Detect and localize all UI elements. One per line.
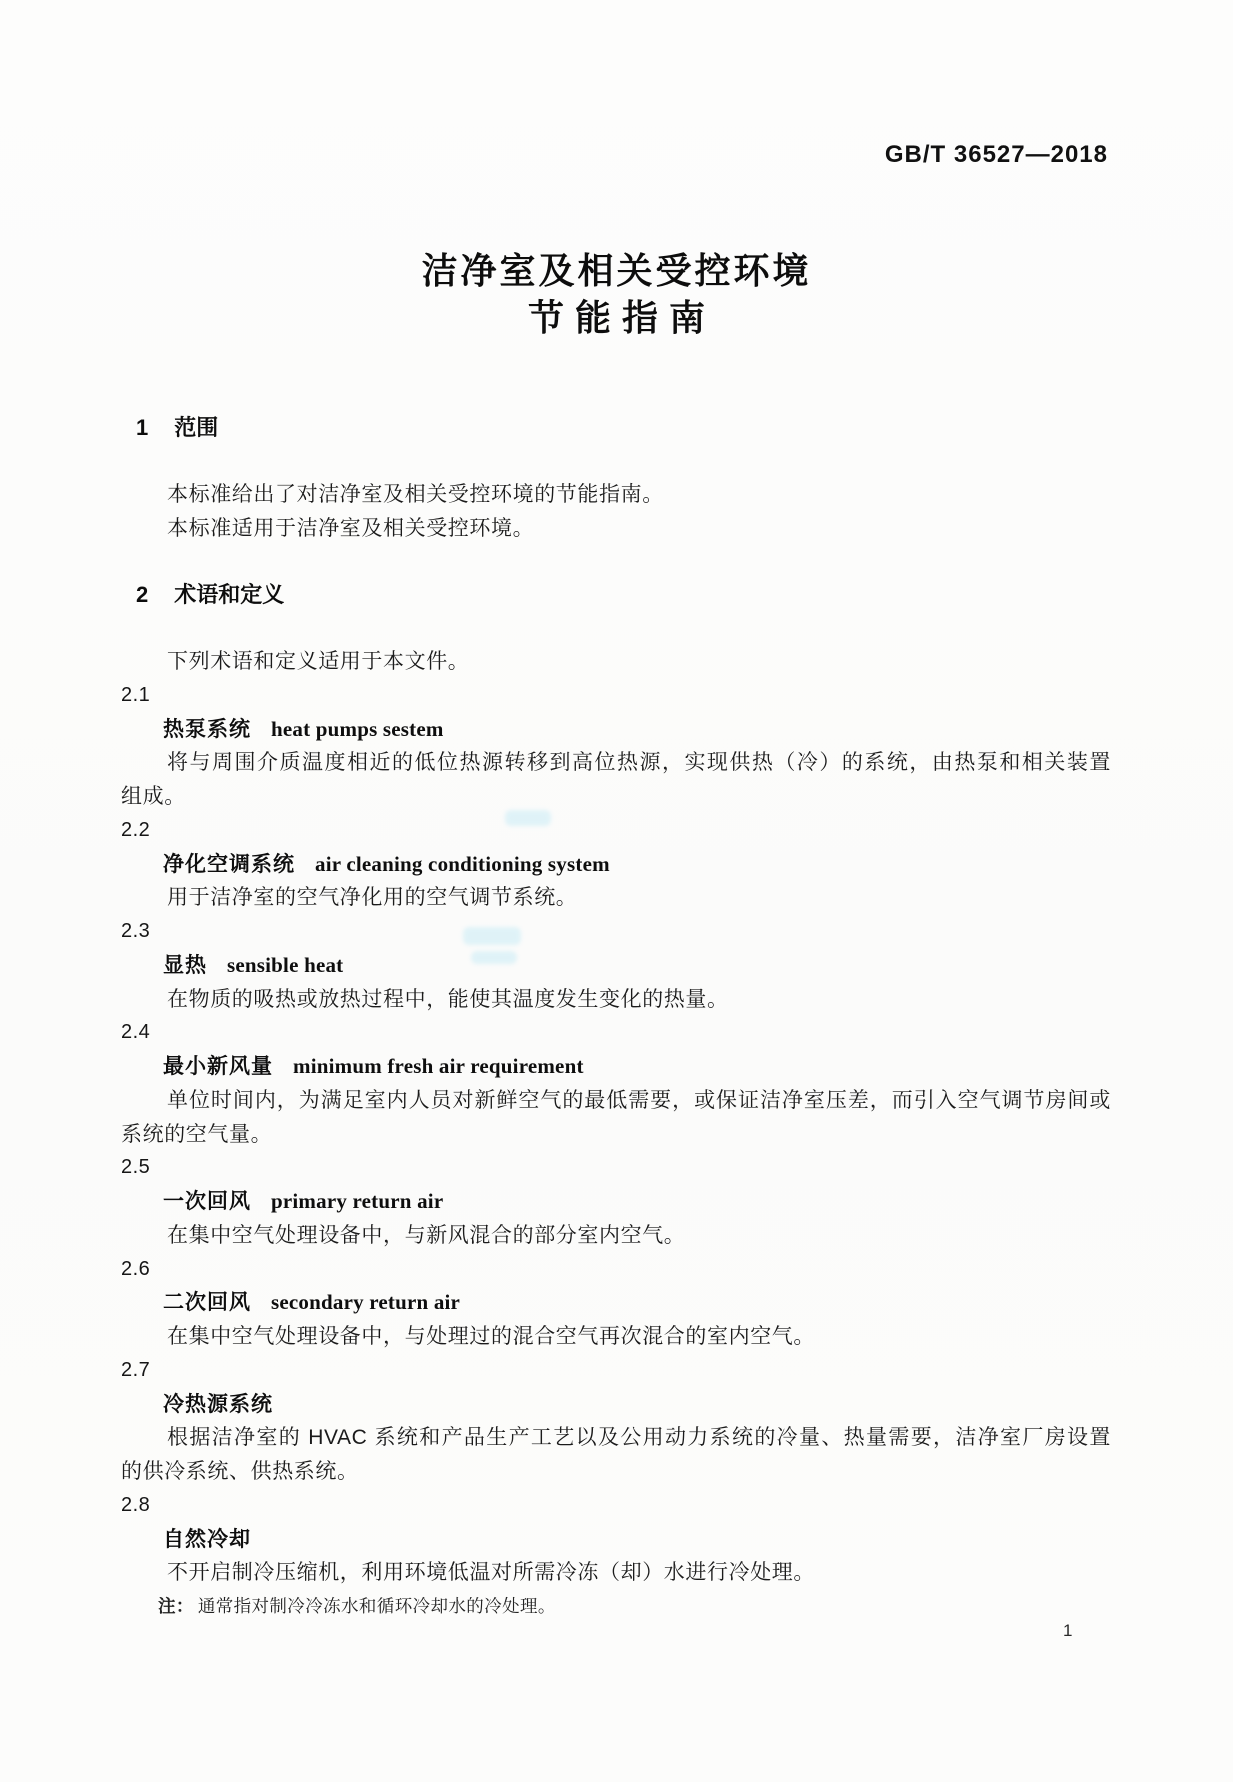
term-line xyxy=(121,949,1111,983)
standard-code: GB/T 36527—2018 xyxy=(884,141,1108,168)
term-line xyxy=(121,1388,1111,1422)
body-text-line: 用于洁净室的空气净化用的空气调节系统。 xyxy=(167,886,578,910)
clause-number: 2.1 xyxy=(121,683,151,706)
body-text-continuation: 系统的空气量。 xyxy=(121,1122,273,1146)
body-text-line: 根据洁净室的 HVAC 系统和产品生产工艺以及公用动力系统的冷量、热量需要，洁净室厂房设置 xyxy=(167,1426,1111,1450)
term-chinese: 自然冷却 xyxy=(163,1527,251,1551)
body-text-line: 本标准适用于洁净室及相关受控环境。 xyxy=(167,516,535,540)
term-chinese: 显热 xyxy=(163,953,207,977)
term-english: minimum fresh air requirement xyxy=(293,1054,584,1078)
term-chinese: 二次回风 xyxy=(163,1291,251,1315)
body-text-line: 单位时间内，为满足室内人员对新鲜空气的最低需要，或保证洁净室压差，而引入空气调节房间或 xyxy=(167,1088,1111,1112)
scan-artifact xyxy=(505,810,551,826)
term-chinese: 净化空调系统 xyxy=(163,852,295,876)
clause-number: 2.4 xyxy=(121,1021,151,1044)
note-label: 注： xyxy=(158,1596,194,1616)
scan-artifact xyxy=(471,951,517,964)
note-text: 通常指对制冷冷冻水和循环冷却水的冷处理。 xyxy=(197,1596,556,1616)
clause-number: 2.6 xyxy=(121,1257,151,1280)
document-title-line1: 洁净室及相关受控环境 xyxy=(421,250,812,291)
note-line xyxy=(121,1590,1111,1624)
term-line xyxy=(121,1286,1111,1320)
document-content xyxy=(121,411,1111,1624)
clause-number: 2.7 xyxy=(121,1358,151,1381)
body-text-line: 在物质的吸热或放热过程中，能使其温度发生变化的热量。 xyxy=(167,987,729,1011)
body-text-line: 将与周围介质温度相近的低位热源转移到高位热源，实现供热（冷）的系统，由热泵和相关装置 xyxy=(167,751,1111,775)
term-line xyxy=(121,1523,1111,1557)
section-heading xyxy=(121,578,1111,612)
body-text-continuation: 组成。 xyxy=(121,785,186,808)
body-text-line: 本标准给出了对洁净室及相关受控环境的节能指南。 xyxy=(167,482,664,506)
term-line xyxy=(121,848,1111,882)
body-text-continuation: 的供冷系统、供热系统。 xyxy=(121,1460,359,1483)
document-title-line2: 节能指南 xyxy=(527,297,716,338)
body-text-line: 在集中空气处理设备中，与新风混合的部分室内空气。 xyxy=(167,1223,686,1247)
section-number: 1 xyxy=(136,415,149,440)
section-title: 范围 xyxy=(174,415,219,440)
section-heading xyxy=(121,411,1111,445)
term-chinese: 一次回风 xyxy=(163,1190,251,1213)
term-english: secondary return air xyxy=(271,1290,461,1315)
clause-number: 2.5 xyxy=(121,1156,151,1179)
body-text-line: 不开启制冷压缩机，利用环境低温对所需冷冻（却）水进行冷处理。 xyxy=(167,1561,815,1585)
term-line xyxy=(121,713,1111,747)
clause-number: 2.2 xyxy=(121,818,151,841)
term-line xyxy=(121,1050,1111,1084)
term-chinese: 冷热源系统 xyxy=(163,1392,273,1416)
term-english: sensible heat xyxy=(227,952,344,977)
body-text-line: 下列术语和定义适用于本文件。 xyxy=(167,650,470,673)
term-english: heat pumps sestem xyxy=(271,716,444,741)
clause-number: 2.3 xyxy=(121,920,151,942)
section-title: 术语和定义 xyxy=(174,582,285,608)
term-chinese: 最小新风量 xyxy=(163,1055,273,1078)
section-number: 2 xyxy=(136,582,149,608)
term-english: primary return air xyxy=(271,1189,444,1213)
term-english: air cleaning conditioning system xyxy=(315,851,610,876)
scan-artifact xyxy=(463,927,521,945)
term-chinese: 热泵系统 xyxy=(163,717,251,741)
page-number: 1 xyxy=(1063,1621,1073,1640)
body-text-line: 在集中空气处理设备中，与处理过的混合空气再次混合的室内空气。 xyxy=(167,1325,815,1348)
clause-number: 2.8 xyxy=(121,1493,151,1516)
term-line xyxy=(121,1185,1111,1219)
